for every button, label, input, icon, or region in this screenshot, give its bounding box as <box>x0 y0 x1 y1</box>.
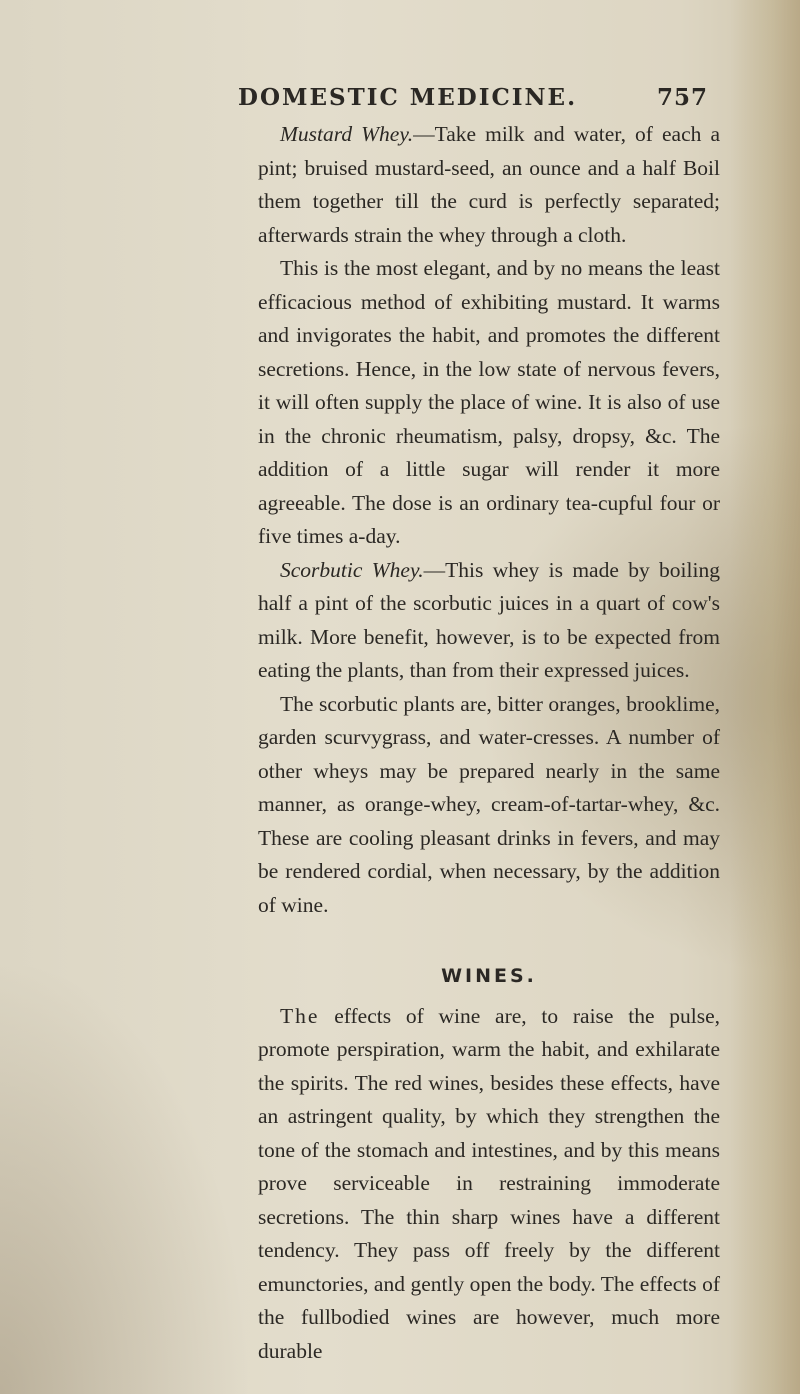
paragraph-scorbutic-plants <box>258 688 720 923</box>
entry-title-scorbutic-whey: Scorbutic Whey. <box>280 557 424 582</box>
entry-title-mustard-whey: Mustard Whey. <box>280 122 414 146</box>
paragraph-mustard-effects <box>258 252 720 554</box>
section-first-word: The <box>280 1003 320 1028</box>
paragraph-text: —This whey is made by boiling half a pint of the scorbutic juices in a quart of cow's milk. More benefit, however, is to be expected from eating the plants, than from their expressed juices. <box>258 557 720 682</box>
paragraph-scorbutic-whey <box>258 554 720 688</box>
paragraph-text: —Take milk and water, of each a pint; bruised mustard-seed, an ounce and a half Boil them together till the curd is perfectly separated; afterwards strain the whey through a cloth. <box>258 122 720 247</box>
page-header <box>238 84 708 120</box>
section-heading-wines: WINES. <box>441 965 537 987</box>
paragraph-text: This is the most elegant, and by no means the least efficacious method of exhibiting mustard. It warms and invigorates the habit, and promotes the different secretions. Hence, in the low state of nervous fevers, it will often supply the place of wine. It is also of use in the chronic rheumatism, palsy, dropsy, &c. The addition of a little sugar will render it more agreeable. The dose is an ordinary tea-cupful four or five times a-day. <box>258 256 720 548</box>
page-number: 757 <box>656 84 708 111</box>
body-text <box>258 118 720 1368</box>
running-head: DOMESTIC MEDICINE. <box>238 84 578 111</box>
page-edge-shadow <box>730 0 800 1394</box>
paragraph-text: The scorbutic plants are, bitter oranges, brooklime, garden scurvygrass, and water-cresses. A number of other wheys may be prepared nearly in the same manner, as orange-whey, cream-of-tartar-whey, &c. These are cooling pleasant drinks in fevers, and may be rendered cordial, when necessary, by the addition of wine. <box>258 691 720 917</box>
paragraph-text: effects of wine are, to raise the pulse, promote perspiration, warm the habit, and exhilarate the spirits. The red wines, besides these effects, have an astringent quality, by which they strengthen the tone of the stomach and intestines, and by this means prove serviceable in restraining immoderate secretions. The thin sharp wines have a different tendency. They pass off freely by the different emunctories, and gently open the body. The effects of the fullbodied wines are however, much more durable <box>258 1003 720 1363</box>
paragraph-mustard-whey <box>258 118 720 252</box>
paragraph-wines <box>258 1000 720 1369</box>
